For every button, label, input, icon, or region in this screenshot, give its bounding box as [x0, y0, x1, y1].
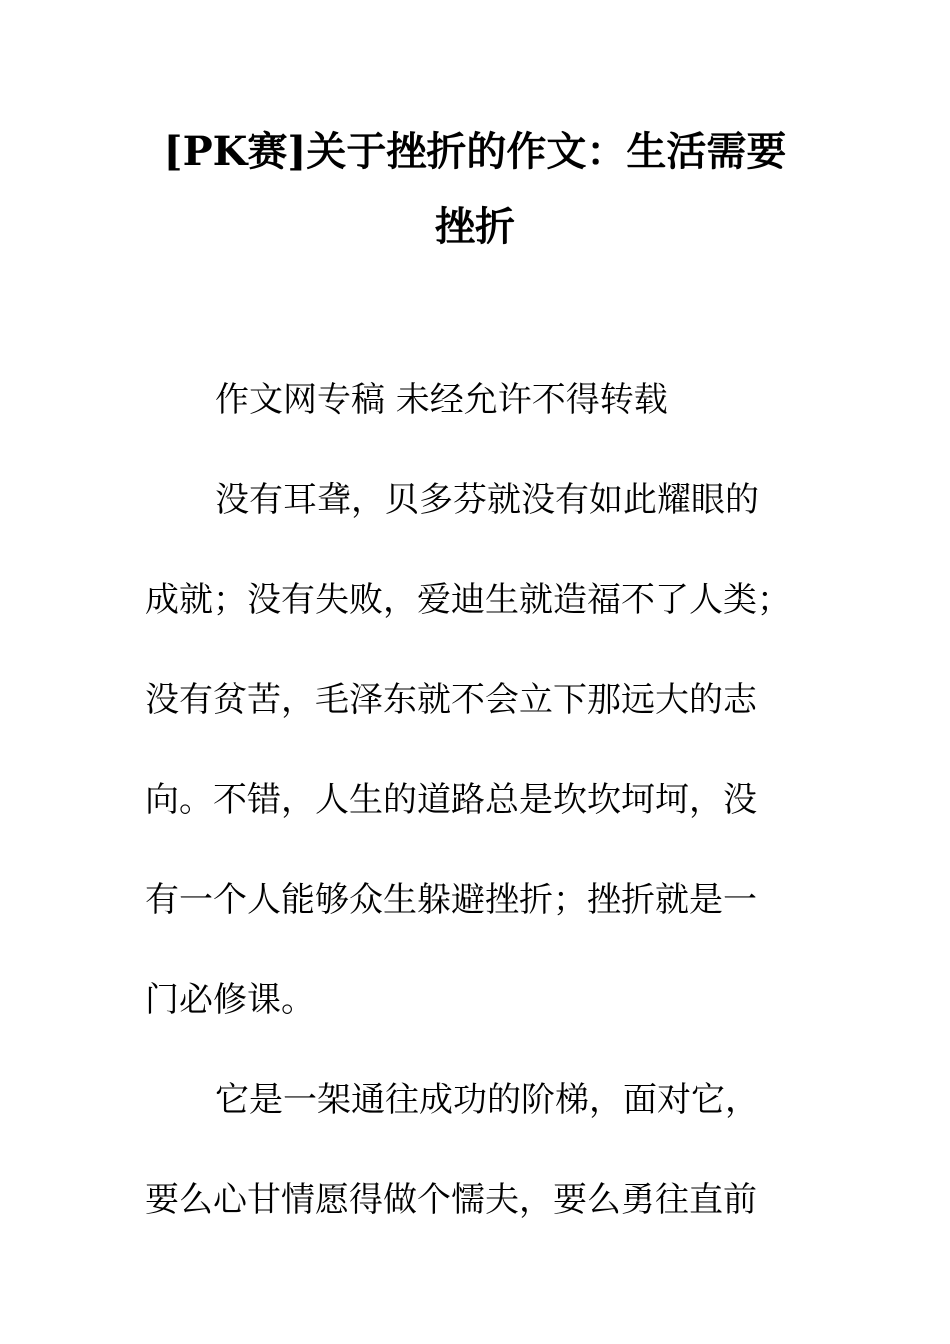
paragraph-line: 向。不错，人生的道路总是坎坎坷坷，没 [145, 780, 757, 820]
paragraph-line: 没有贫苦，毛泽东就不会立下那远大的志 [145, 680, 757, 720]
paragraph-line: 门必修课。 [145, 980, 315, 1020]
document-title-line-1: [PK赛]关于挫折的作文：生活需要 [163, 128, 787, 175]
paragraph-line: 成就；没有失败，爱迪生就造福不了人类； [145, 580, 791, 620]
paragraph-line: 它是一架通往成功的阶梯，面对它， [215, 1080, 759, 1120]
paragraph-line: 没有耳聋，贝多芬就没有如此耀眼的 [215, 480, 759, 520]
byline: 作文网专稿 未经允许不得转载 [215, 380, 668, 420]
document-title-line-2: 挫折 [435, 203, 515, 250]
paragraph-line: 要么心甘情愿得做个懦夫，要么勇往直前 [145, 1180, 757, 1220]
paragraph-line: 有一个人能够众生躲避挫折；挫折就是一 [145, 880, 757, 920]
